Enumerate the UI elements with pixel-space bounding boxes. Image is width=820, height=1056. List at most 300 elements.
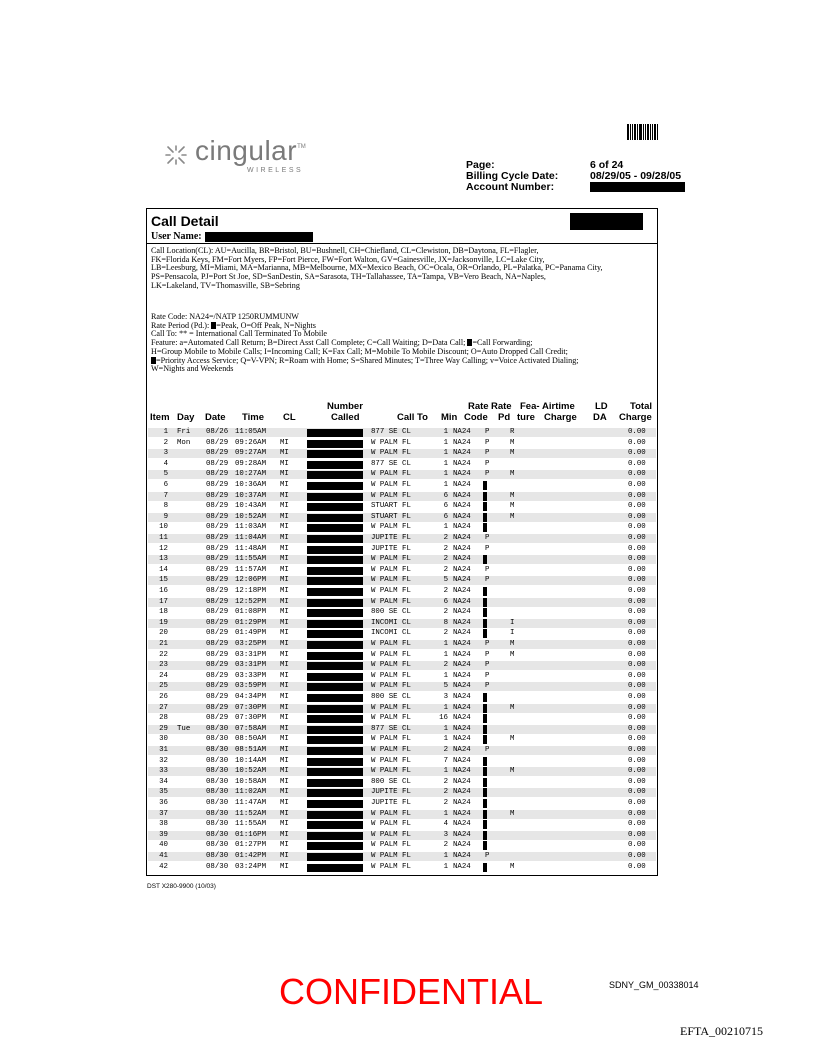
cell-item: 34: [159, 777, 168, 786]
cell-rate-code: NA24: [453, 693, 471, 701]
cell-item: 18: [159, 608, 168, 617]
user-name-label: User Name:: [151, 231, 202, 242]
cell-call-to: W PALM FL: [371, 735, 411, 744]
cell-date: 08/30: [206, 724, 229, 733]
cell-cl: MI: [280, 491, 289, 500]
account-number-label: Account Number:: [466, 181, 555, 193]
cell-feature: I: [510, 618, 515, 627]
cell-call-to: W PALM FL: [371, 470, 411, 479]
table-row: [148, 671, 656, 681]
cell-call-to: W PALM FL: [371, 671, 411, 680]
feature-legend-4: W=Nights and Weekends: [151, 364, 234, 374]
table-row: [148, 777, 656, 787]
cell-call-to: W PALM FL: [371, 809, 411, 818]
cell-time: 01:42PM: [235, 852, 267, 860]
cell-date: 08/29: [206, 576, 229, 585]
cell-min: 2: [443, 608, 448, 617]
col-airtime-1: Airtime: [542, 401, 575, 412]
number-called-redaction: [307, 546, 363, 554]
cell-total: 0.00: [628, 852, 646, 860]
logo-wordmark: cingular: [195, 135, 298, 166]
number-called-redaction: [307, 842, 363, 850]
cell-min: 1: [443, 428, 448, 436]
table-row: [148, 597, 656, 607]
cell-time: 10:43AM: [235, 502, 267, 511]
cell-time: 09:27AM: [235, 449, 267, 458]
efta-number: EFTA_00210715: [680, 1024, 764, 1038]
cell-time: 11:52AM: [235, 809, 267, 818]
number-called-redaction: [307, 450, 363, 458]
rate-period-mark: [483, 704, 487, 713]
cell-rate-pd: P: [485, 428, 490, 436]
table-row: [148, 565, 656, 575]
cingular-logo: [165, 135, 306, 174]
number-called-redaction: [307, 652, 363, 660]
cell-item: 7: [163, 491, 168, 500]
cell-call-to: W PALM FL: [371, 820, 411, 829]
cell-rate-code: NA24: [453, 512, 471, 521]
cell-item: 22: [159, 650, 168, 659]
cell-rate-code: NA24: [453, 544, 471, 553]
cell-total: 0.00: [628, 555, 646, 564]
cell-date: 08/30: [206, 735, 229, 744]
col-ld-2: DA: [593, 412, 607, 423]
cell-date: 08/29: [206, 640, 229, 648]
cell-item: 35: [159, 788, 168, 797]
table-row: [148, 703, 656, 713]
cell-cl: MI: [280, 746, 289, 754]
cell-total: 0.00: [628, 703, 646, 712]
cell-rate-code: NA24: [453, 534, 471, 542]
account-number-redaction: [590, 182, 685, 192]
cell-total: 0.00: [628, 608, 646, 617]
cell-date: 08/29: [206, 714, 229, 723]
number-called-redaction: [307, 630, 363, 638]
col-rate-code-2: Code: [464, 412, 488, 423]
cell-total: 0.00: [628, 724, 646, 733]
cell-call-to: INCOMI CL: [371, 629, 411, 638]
cell-rate-code: NA24: [453, 449, 471, 458]
cell-total: 0.00: [628, 481, 646, 489]
cell-min: 6: [443, 502, 448, 511]
cell-cl: MI: [280, 597, 289, 606]
cell-cl: MI: [280, 671, 289, 680]
cell-time: 03:59PM: [235, 682, 267, 691]
cell-cl: MI: [280, 640, 289, 648]
cell-time: 07:30PM: [235, 703, 267, 712]
call-location-legend: [151, 247, 603, 291]
table-row: [148, 745, 656, 755]
table-row: [148, 840, 656, 850]
cell-min: 2: [443, 629, 448, 638]
cell-total: 0.00: [628, 788, 646, 797]
cell-date: 08/29: [206, 481, 229, 489]
cell-item: 39: [159, 830, 168, 839]
rate-period-mark: [483, 555, 487, 564]
table-row: [148, 809, 656, 819]
cell-total: 0.00: [628, 544, 646, 553]
cell-feature: M: [510, 650, 515, 659]
number-called-redaction: [307, 800, 363, 808]
cell-item: 3: [163, 449, 168, 458]
table-row: [148, 713, 656, 723]
cell-min: 1: [443, 481, 448, 489]
cell-total: 0.00: [628, 820, 646, 829]
cell-cl: MI: [280, 459, 289, 468]
cell-total: 0.00: [628, 459, 646, 468]
col-cl: CL: [283, 412, 296, 423]
cell-total: 0.00: [628, 587, 646, 595]
cell-feature: M: [510, 449, 515, 458]
cell-cl: MI: [280, 735, 289, 744]
cell-date: 08/29: [206, 512, 229, 521]
cell-cl: MI: [280, 767, 289, 776]
cell-item: 1: [163, 428, 168, 436]
cell-call-to: 800 SE CL: [371, 693, 411, 701]
rate-period-mark: [483, 767, 487, 776]
cell-time: 12:06PM: [235, 576, 267, 585]
number-called-redaction: [307, 524, 363, 532]
cell-cl: MI: [280, 555, 289, 564]
cell-total: 0.00: [628, 597, 646, 606]
cell-time: 01:16PM: [235, 830, 267, 839]
cell-min: 1: [443, 449, 448, 458]
cell-call-to: STUART FL: [371, 502, 411, 511]
cell-date: 08/29: [206, 565, 229, 574]
number-called-redaction: [307, 577, 363, 585]
cell-total: 0.00: [628, 714, 646, 723]
cell-rate-code: NA24: [453, 618, 471, 627]
cell-call-to: W PALM FL: [371, 597, 411, 606]
col-total-2: Charge: [619, 412, 652, 423]
rate-period-mark: [483, 481, 487, 490]
cell-total: 0.00: [628, 777, 646, 786]
logo-subtitle: WIRELESS: [247, 167, 304, 174]
cell-date: 08/29: [206, 661, 229, 670]
cell-total: 0.00: [628, 841, 646, 850]
cell-cl: MI: [280, 693, 289, 701]
cell-cl: MI: [280, 841, 289, 850]
col-time: Time: [242, 412, 265, 423]
cell-min: 5: [443, 682, 448, 691]
cell-date: 08/29: [206, 502, 229, 511]
cell-time: 11:05AM: [235, 428, 267, 436]
page-value: 6 of 24: [590, 159, 624, 171]
cell-cl: MI: [280, 862, 289, 871]
cingular-x-logo-icon: [165, 145, 187, 165]
cell-min: 2: [443, 534, 448, 542]
cell-item: 29: [159, 724, 168, 733]
cell-min: 3: [443, 830, 448, 839]
cell-total: 0.00: [628, 629, 646, 638]
table-row: [148, 830, 656, 840]
cell-date: 08/29: [206, 650, 229, 659]
cell-item: 17: [159, 597, 168, 606]
cell-cl: MI: [280, 799, 289, 807]
cell-min: 1: [443, 862, 448, 871]
cell-time: 11:02AM: [235, 788, 267, 797]
cell-item: 5: [163, 470, 168, 479]
cell-call-to: W PALM FL: [371, 438, 411, 447]
cell-rate-code: NA24: [453, 724, 471, 733]
table-row: [148, 491, 656, 501]
number-called-redaction: [307, 747, 363, 755]
table-row: [148, 438, 656, 448]
table-row: [148, 512, 656, 522]
cell-total: 0.00: [628, 735, 646, 744]
cell-time: 11:55AM: [235, 820, 267, 829]
cell-date: 08/29: [206, 470, 229, 479]
cell-item: 10: [159, 523, 168, 532]
cell-item: 19: [159, 618, 168, 627]
table-row: [148, 819, 656, 829]
cell-time: 04:34PM: [235, 693, 267, 701]
call-location-legend-line: Call Location(CL): AU=Aucilla, BR=Bristol, BU=Bushnell, CH=Chiefland, CL=Clewiston, DB=Daytona, FL=Flagler,: [151, 246, 539, 255]
cell-cl: MI: [280, 587, 289, 595]
cell-rate-pd: P: [485, 565, 490, 574]
number-called-redaction: [307, 726, 363, 734]
rate-period-mark: [483, 725, 487, 734]
cell-min: 1: [443, 459, 448, 468]
cell-feature: M: [510, 862, 515, 871]
cell-date: 08/29: [206, 555, 229, 564]
col-call-to: Call To: [397, 412, 428, 423]
number-called-redaction: [307, 694, 363, 702]
cell-time: 11:47AM: [235, 799, 267, 807]
cell-time: 08:51AM: [235, 746, 267, 754]
account-info: [466, 160, 685, 193]
billing-cycle-label: Billing Cycle Date:: [466, 170, 559, 182]
cell-min: 1: [443, 852, 448, 860]
cell-cl: MI: [280, 756, 289, 765]
cell-cl: MI: [280, 820, 289, 829]
cell-call-to: W PALM FL: [371, 491, 411, 500]
cell-rate-pd: P: [485, 852, 490, 860]
rate-period-mark: [483, 693, 487, 702]
number-called-redaction: [307, 482, 363, 490]
cell-rate-code: NA24: [453, 788, 471, 797]
number-called-redaction: [307, 779, 363, 787]
cell-date: 08/26: [206, 428, 229, 436]
cell-rate-code: NA24: [453, 650, 471, 659]
cell-item: 33: [159, 767, 168, 776]
cell-min: 1: [443, 735, 448, 744]
cell-total: 0.00: [628, 523, 646, 532]
cell-rate-code: NA24: [453, 820, 471, 829]
cell-item: 27: [159, 703, 168, 712]
cell-feature: I: [510, 629, 515, 638]
rate-period-mark: [483, 841, 487, 850]
rate-period-mark: [483, 863, 487, 872]
cell-call-to: 877 SE CL: [371, 724, 411, 733]
cell-call-to: 877 SE CL: [371, 428, 411, 436]
cell-total: 0.00: [628, 491, 646, 500]
cell-item: 31: [159, 746, 168, 754]
cell-time: 01:08PM: [235, 608, 267, 617]
col-date: Date: [205, 412, 226, 423]
cell-call-to: W PALM FL: [371, 714, 411, 723]
col-total-1: Total: [630, 401, 652, 412]
cell-min: 1: [443, 438, 448, 447]
cell-date: 08/29: [206, 671, 229, 680]
table-row: [148, 522, 656, 532]
rate-period-mark: [483, 757, 487, 766]
cell-total: 0.00: [628, 862, 646, 871]
cell-cl: MI: [280, 449, 289, 458]
cell-min: 1: [443, 640, 448, 648]
cell-total: 0.00: [628, 470, 646, 479]
table-row: [148, 607, 656, 617]
table-header: [147, 401, 657, 427]
cell-call-to: W PALM FL: [371, 555, 411, 564]
cell-feature: M: [510, 512, 515, 521]
cell-call-to: W PALM FL: [371, 841, 411, 850]
table-row: [148, 681, 656, 691]
cell-rate-code: NA24: [453, 502, 471, 511]
cell-min: 2: [443, 777, 448, 786]
cell-date: 08/30: [206, 852, 229, 860]
cell-min: 1: [443, 650, 448, 659]
number-called-redaction: [307, 683, 363, 691]
user-name-redaction: [205, 232, 313, 242]
cell-time: 10:14AM: [235, 756, 267, 765]
table-row: [148, 618, 656, 628]
cell-date: 08/29: [206, 449, 229, 458]
cell-cl: MI: [280, 650, 289, 659]
cell-min: 1: [443, 809, 448, 818]
cell-item: 41: [159, 852, 168, 860]
cell-rate-code: NA24: [453, 746, 471, 754]
cell-item: 15: [159, 576, 168, 585]
cell-min: 7: [443, 756, 448, 765]
table-row: [148, 544, 656, 554]
table-row: [148, 501, 656, 511]
rate-period-legend: Rate Period (Pd.): =Peak, O=Off Peak, N=Nights: [151, 320, 316, 330]
bates-number: SDNY_GM_00338014: [609, 980, 699, 990]
cell-date: 08/29: [206, 587, 229, 595]
cell-call-to: W PALM FL: [371, 852, 411, 860]
cell-rate-pd: P: [485, 640, 490, 648]
cell-rate-code: NA24: [453, 470, 471, 479]
cell-min: 2: [443, 841, 448, 850]
cell-min: 6: [443, 512, 448, 521]
table-row: [148, 480, 656, 490]
cell-total: 0.00: [628, 661, 646, 670]
cell-rate-code: NA24: [453, 576, 471, 585]
number-called-redaction: [307, 429, 363, 437]
cell-cl: MI: [280, 788, 289, 797]
cell-rate-code: NA24: [453, 703, 471, 712]
number-called-redaction: [307, 736, 363, 744]
call-detail-title: Call Detail: [151, 213, 219, 229]
cell-call-to: W PALM FL: [371, 565, 411, 574]
cell-min: 2: [443, 746, 448, 754]
table-row: [148, 459, 656, 469]
feature-legend-2: H=Group Mobile to Mobile Calls; I=Incoming Call; K=Fax Call; M=Mobile To Mobile Discount; O=Auto Dropped Call Credit;: [151, 346, 568, 356]
cell-item: 40: [159, 841, 168, 850]
cell-min: 1: [443, 703, 448, 712]
cell-min: 2: [443, 661, 448, 670]
cell-day: Mon: [177, 438, 191, 447]
cell-total: 0.00: [628, 830, 646, 839]
cell-call-to: W PALM FL: [371, 481, 411, 489]
cell-date: 08/29: [206, 534, 229, 542]
cell-date: 08/29: [206, 693, 229, 701]
cell-min: 5: [443, 576, 448, 585]
rate-period-mark: [483, 513, 487, 522]
cell-item: 36: [159, 799, 168, 807]
cell-item: 30: [159, 735, 168, 744]
cell-time: 11:48AM: [235, 544, 267, 553]
call-location-legend-line: LK=Lakeland, TV=Thomasville, SB=Sebring: [151, 280, 300, 290]
number-called-redaction: [307, 662, 363, 670]
cell-rate-code: NA24: [453, 459, 471, 468]
cell-date: 08/30: [206, 777, 229, 786]
cell-total: 0.00: [628, 576, 646, 585]
table-row: [148, 734, 656, 744]
cell-rate-pd: P: [485, 534, 490, 542]
cell-date: 08/30: [206, 820, 229, 829]
header-redaction: [570, 213, 643, 230]
confidential-stamp: CONFIDENTIAL: [279, 971, 544, 1012]
cell-rate-code: NA24: [453, 565, 471, 574]
cell-min: 4: [443, 820, 448, 829]
cell-cl: MI: [280, 682, 289, 691]
table-row: [148, 554, 656, 564]
cell-time: 03:24PM: [235, 862, 267, 871]
cell-item: 14: [159, 565, 168, 574]
number-called-redaction: [307, 715, 363, 723]
number-called-redaction: [307, 832, 363, 840]
col-feature-1: Fea-: [520, 401, 540, 412]
cell-rate-code: NA24: [453, 587, 471, 595]
number-called-redaction: [307, 853, 363, 861]
cell-date: 08/29: [206, 703, 229, 712]
cell-min: 16: [439, 714, 448, 723]
feature-legend-3: =Priority Access Service; Q=V-VPN; R=Roam with Home; S=Shared Minutes; T=Three Way Calling; v=Voice Activated Dialing;: [151, 357, 579, 366]
cell-rate-code: NA24: [453, 555, 471, 564]
cell-time: 01:29PM: [235, 618, 267, 627]
table-row: [148, 469, 656, 479]
call-location-legend-line: PS=Pensacola, PJ=Port St Joe, SD=SanDestin, SA=Sarasota, TH=Tallahassee, TA=Tampa, VB=Vero Beach, NA=Naples,: [151, 272, 546, 282]
table-row: [148, 427, 656, 437]
cell-rate-pd: P: [485, 746, 490, 754]
cell-call-to: JUPITE FL: [371, 544, 411, 553]
page-label: Page:: [466, 159, 495, 171]
number-called-redaction: [307, 535, 363, 543]
number-called-redaction: [307, 440, 363, 448]
cell-cl: MI: [280, 544, 289, 553]
number-called-redaction: [307, 588, 363, 596]
cell-call-to: W PALM FL: [371, 682, 411, 691]
cell-rate-code: NA24: [453, 756, 471, 765]
cell-time: 11:03AM: [235, 523, 267, 532]
cell-cl: MI: [280, 534, 289, 542]
cell-item: 25: [159, 682, 168, 691]
rate-period-mark: [483, 820, 487, 829]
rate-code-legend: Rate Code: NA24=/NATP 1250RUMMUNW: [151, 312, 299, 321]
rate-period-mark: [483, 492, 487, 501]
cell-feature: M: [510, 502, 515, 511]
col-rate-pd-1: Rate: [491, 401, 512, 412]
cell-item: 37: [159, 809, 168, 818]
cell-feature: M: [510, 438, 515, 447]
cell-min: 1: [443, 671, 448, 680]
number-called-redaction: [307, 493, 363, 501]
cell-call-to: INCOMI CL: [371, 618, 411, 627]
table-row: [148, 650, 656, 660]
cell-rate-code: NA24: [453, 608, 471, 617]
